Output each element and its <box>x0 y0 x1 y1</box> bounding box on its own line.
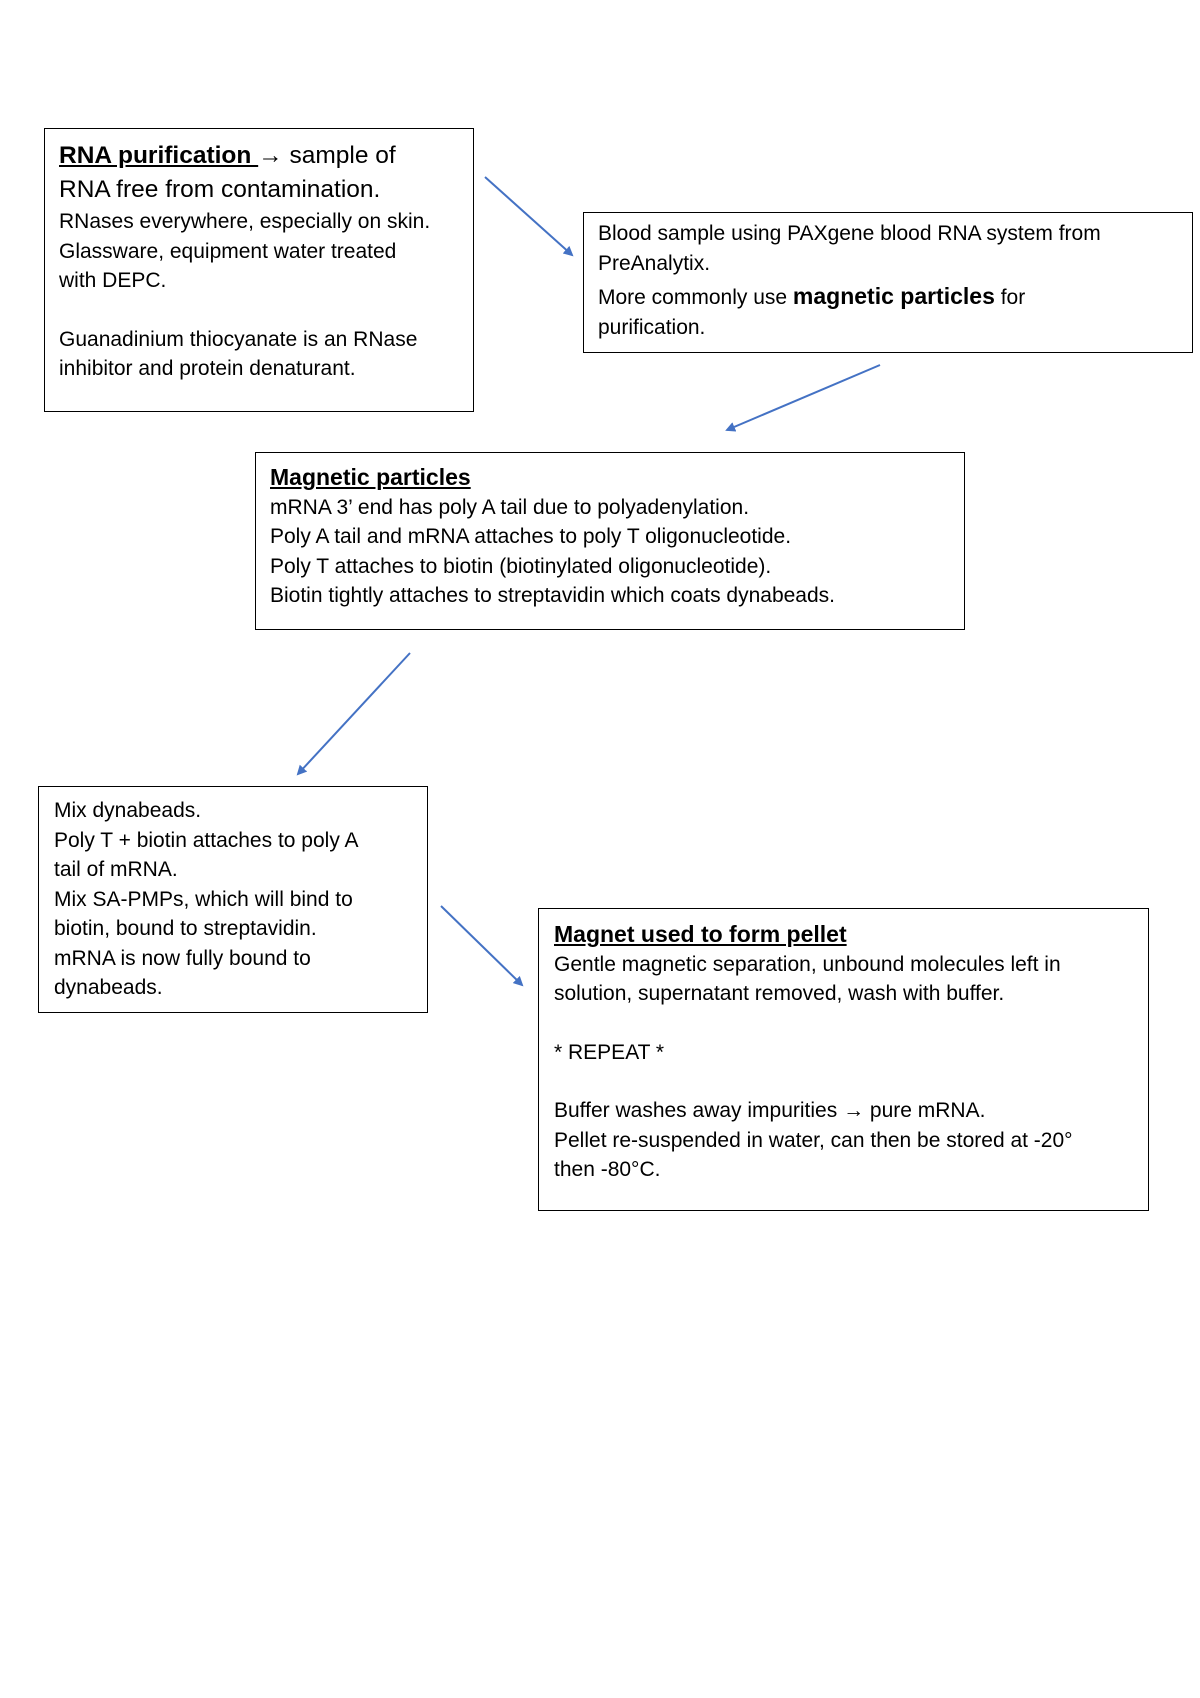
magnetic-particles-emphasis: magnetic particles <box>792 283 995 309</box>
text-line: dynabeads. <box>54 976 163 999</box>
text-line: purification. <box>598 315 706 339</box>
rna-purification-heading-cont: RNA free from contamination. <box>59 176 381 203</box>
magnet-pellet-title: Magnet used to form pellet <box>554 921 847 947</box>
arrow-magnetic-to-mix <box>298 653 410 774</box>
arrow-rna-to-blood <box>485 177 572 255</box>
magnetic-particles-title: Magnetic particles <box>270 464 471 490</box>
text-line: PreAnalytix. <box>598 251 711 275</box>
rna-purification-heading: RNA purification → sample of <box>59 142 396 169</box>
arrow-mix-to-magnet <box>441 906 522 985</box>
arrow-blood-to-magnetic <box>727 365 880 430</box>
text-line: Poly A tail and mRNA attaches to poly T oligonucleotide. <box>270 525 792 548</box>
blood-sample-box <box>583 212 1193 353</box>
text-line: RNases everywhere, especially on skin. <box>59 210 431 233</box>
mix-dynabeads-box <box>38 786 428 1013</box>
rna-purification-box <box>44 128 474 412</box>
text-line: mRNA is now fully bound to <box>54 946 311 970</box>
text-line: tail of mRNA. <box>54 858 178 881</box>
text-line: Blood sample using PAXgene blood RNA system from <box>598 222 1101 245</box>
text-line: solution, supernatant removed, wash with buffer. <box>554 982 1005 1005</box>
text-line: then -80°C. <box>554 1158 661 1181</box>
text-line: Pellet re-suspended in water, can then be stored at -20° <box>554 1128 1073 1152</box>
magnet-pellet-box <box>538 908 1149 1211</box>
magnetic-particles-box <box>255 452 965 630</box>
rna-purification-title: RNA purification <box>59 142 259 169</box>
text-line: Biotin tightly attaches to streptavidin which coats dynabeads. <box>270 584 835 607</box>
text-line: Mix SA-PMPs, which will bind to <box>54 887 353 911</box>
text-line: inhibitor and protein denaturant. <box>59 357 356 380</box>
text-line: Guanadinium thiocyanate is an RNase <box>59 327 418 351</box>
text-line: Gentle magnetic separation, unbound molecules left in <box>554 952 1061 976</box>
right-arrow-icon: → <box>258 142 283 169</box>
repeat-label: * REPEAT * <box>554 1040 665 1064</box>
text-line: Buffer washes away impurities → pure mRNA. <box>554 1099 986 1122</box>
text-line: Poly T + biotin attaches to poly A <box>54 828 359 852</box>
text-line: mRNA 3’ end has poly A tail due to polyadenylation. <box>270 495 750 519</box>
text-line: biotin, bound to streptavidin. <box>54 917 317 940</box>
text-line: with DEPC. <box>59 269 167 292</box>
text-line: Glassware, equipment water treated <box>59 239 397 263</box>
text-line: Poly T attaches to biotin (biotinylated oligonucleotide). <box>270 554 772 578</box>
text-line: More commonly use magnetic particles for <box>598 283 1026 309</box>
text-line: Mix dynabeads. <box>54 799 202 822</box>
right-arrow-icon: → <box>843 1099 865 1122</box>
